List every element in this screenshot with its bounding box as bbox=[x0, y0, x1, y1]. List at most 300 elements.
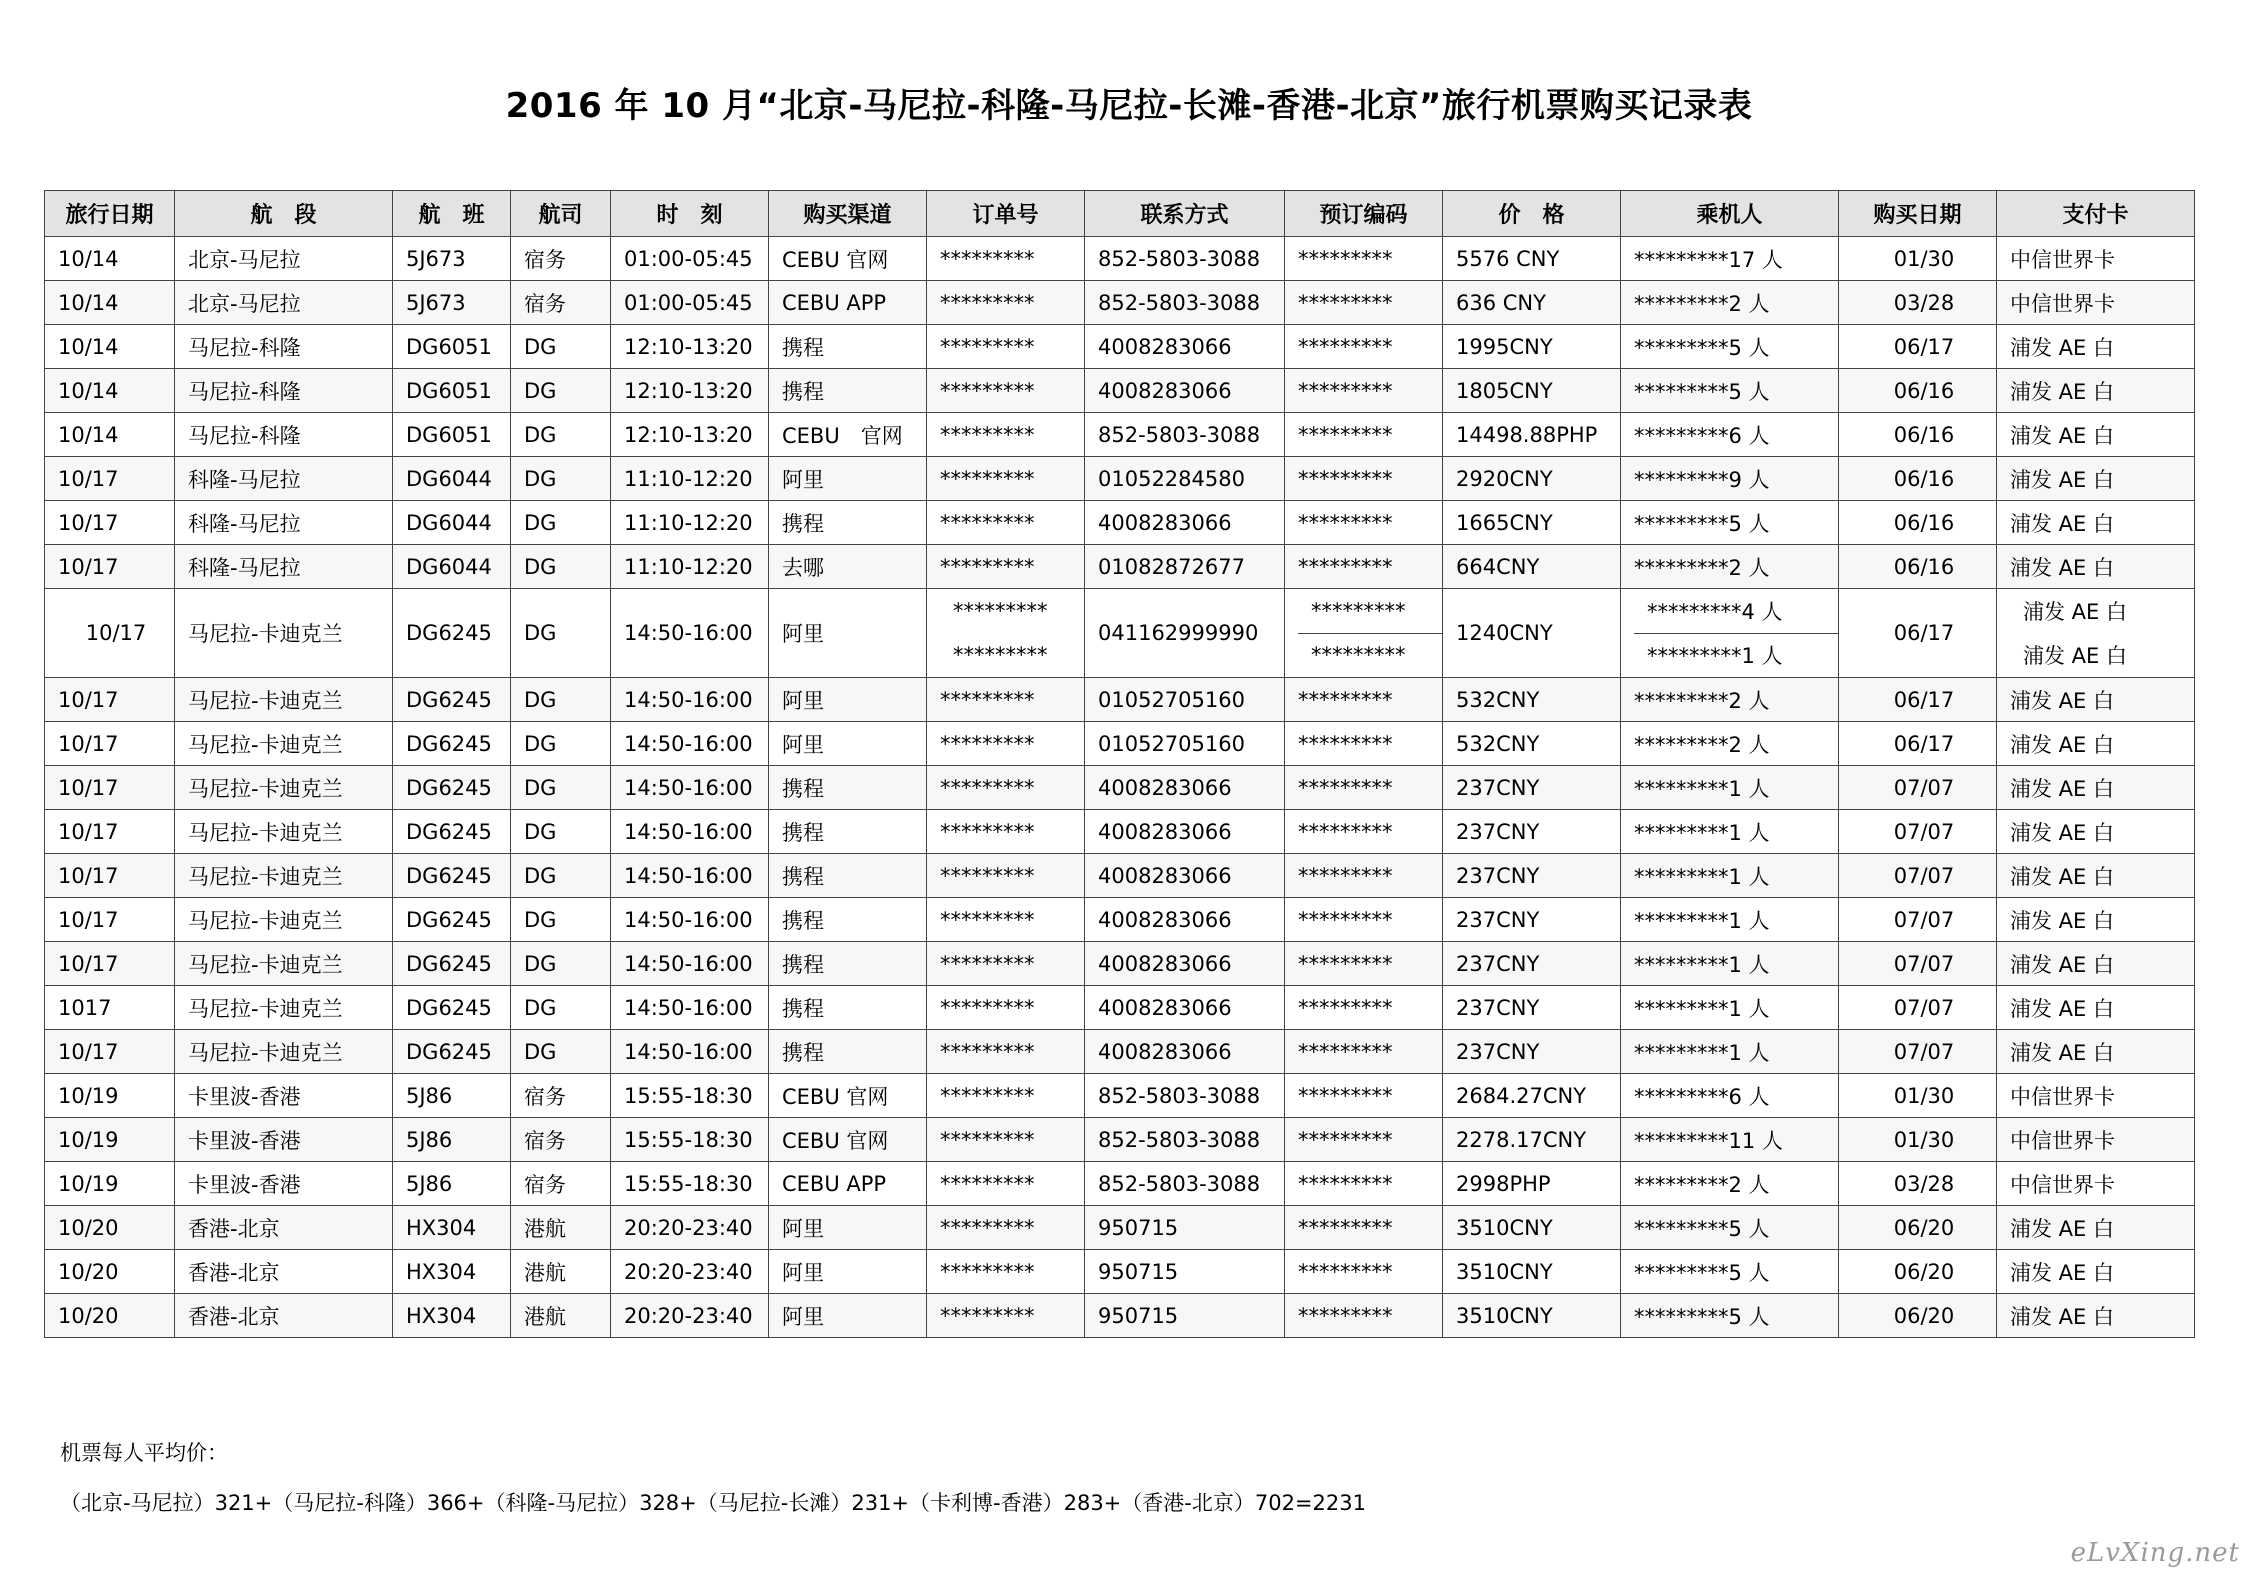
cell-airline: DG bbox=[511, 898, 611, 942]
header-channel: 购买渠道 bbox=[769, 191, 927, 237]
cell-airline: DG bbox=[511, 986, 611, 1030]
cell-time: 14:50-16:00 bbox=[611, 942, 769, 986]
cell-purchase-date: 06/17 bbox=[1839, 678, 1997, 722]
cell-contact: 4008283066 bbox=[1085, 501, 1285, 545]
cell-segment: 马尼拉-卡迪克兰 bbox=[175, 589, 393, 678]
cell-travel-date: 10/17 bbox=[45, 810, 175, 854]
cell-segment: 科隆-马尼拉 bbox=[175, 545, 393, 589]
cell-order-no: ********* bbox=[927, 501, 1085, 545]
cell-travel-date: 10/17 bbox=[45, 942, 175, 986]
cell-channel: CEBU APP bbox=[769, 1162, 927, 1206]
table-row bbox=[45, 854, 2195, 898]
cell-travel-date: 10/14 bbox=[45, 369, 175, 413]
cell-airline: 宿务 bbox=[511, 1118, 611, 1162]
cell-order-no: ********* bbox=[927, 678, 1085, 722]
header-booking-code: 预订编码 bbox=[1285, 191, 1443, 237]
cell-passengers bbox=[1621, 589, 1839, 678]
table-row bbox=[45, 1118, 2195, 1162]
cell-order-no: ********* bbox=[927, 898, 1085, 942]
cell-passengers: *********17 人 bbox=[1621, 237, 1839, 281]
cell-flight: DG6245 bbox=[393, 1030, 511, 1074]
cell-payment-card bbox=[1997, 589, 2195, 678]
cell-order-no: ********* bbox=[927, 413, 1085, 457]
cell-channel: 阿里 bbox=[769, 678, 927, 722]
cell-purchase-date: 01/30 bbox=[1839, 1118, 1997, 1162]
cell-passengers: *********1 人 bbox=[1621, 766, 1839, 810]
cell-airline: DG bbox=[511, 325, 611, 369]
cell-payment-card: 浦发 AE 白 bbox=[1997, 810, 2195, 854]
cell-airline: 港航 bbox=[511, 1294, 611, 1338]
cell-booking-code: ********* bbox=[1285, 810, 1443, 854]
cell-channel: 携程 bbox=[769, 810, 927, 854]
notes-formula: （北京-马尼拉）321+（马尼拉-科隆）366+（科隆-马尼拉）328+（马尼拉-长滩）231+（卡利博-香港）283+（香港-北京）702=2231 bbox=[60, 1491, 1366, 1515]
cell-purchase-date: 06/16 bbox=[1839, 545, 1997, 589]
cell-airline: DG bbox=[511, 942, 611, 986]
cell-travel-date: 10/17 bbox=[45, 898, 175, 942]
table-row bbox=[45, 1162, 2195, 1206]
cell-purchase-date: 06/16 bbox=[1839, 501, 1997, 545]
cell-flight: DG6245 bbox=[393, 986, 511, 1030]
cell-travel-date: 10/20 bbox=[45, 1250, 175, 1294]
cell-contact: 01052284580 bbox=[1085, 457, 1285, 501]
cell-payment-card: 浦发 AE 白 bbox=[1997, 1294, 2195, 1338]
cell-airline: 宿务 bbox=[511, 1162, 611, 1206]
cell-price: 237CNY bbox=[1443, 942, 1621, 986]
cell-segment: 香港-北京 bbox=[175, 1250, 393, 1294]
cell-flight: DG6245 bbox=[393, 810, 511, 854]
cell-payment-card: 浦发 AE 白 bbox=[1997, 942, 2195, 986]
cell-time: 14:50-16:00 bbox=[611, 810, 769, 854]
cell-payment-card: 浦发 AE 白 bbox=[1997, 1250, 2195, 1294]
cell-segment: 马尼拉-卡迪克兰 bbox=[175, 942, 393, 986]
cell-passengers: *********5 人 bbox=[1621, 369, 1839, 413]
cell-passengers: *********5 人 bbox=[1621, 1250, 1839, 1294]
table-row bbox=[45, 766, 2195, 810]
cell-passengers: *********6 人 bbox=[1621, 413, 1839, 457]
cell-channel: CEBU 官网 bbox=[769, 1074, 927, 1118]
cell-purchase-date: 06/17 bbox=[1839, 722, 1997, 766]
cell-order-no: ********* bbox=[927, 1074, 1085, 1118]
cell-purchase-date: 03/28 bbox=[1839, 281, 1997, 325]
cell-flight: 5J86 bbox=[393, 1074, 511, 1118]
cell-time: 20:20-23:40 bbox=[611, 1250, 769, 1294]
cell-segment: 马尼拉-卡迪克兰 bbox=[175, 854, 393, 898]
cell-booking-code: ********* bbox=[1285, 1206, 1443, 1250]
cell-order-no: ********* bbox=[927, 1162, 1085, 1206]
cell-flight: DG6245 bbox=[393, 942, 511, 986]
cell-time: 15:55-18:30 bbox=[611, 1074, 769, 1118]
cell-time: 14:50-16:00 bbox=[611, 986, 769, 1030]
cell-segment: 卡里波-香港 bbox=[175, 1074, 393, 1118]
cell-time: 14:50-16:00 bbox=[611, 854, 769, 898]
cell-travel-date: 10/17 bbox=[45, 501, 175, 545]
cell-channel: 携程 bbox=[769, 986, 927, 1030]
cell-channel: 携程 bbox=[769, 1030, 927, 1074]
cell-segment: 马尼拉-卡迪克兰 bbox=[175, 722, 393, 766]
cell-segment: 马尼拉-卡迪克兰 bbox=[175, 678, 393, 722]
cell-passengers: *********2 人 bbox=[1621, 281, 1839, 325]
cell-purchase-date: 07/07 bbox=[1839, 942, 1997, 986]
cell-airline: 宿务 bbox=[511, 1074, 611, 1118]
cell-contact: 01082872677 bbox=[1085, 545, 1285, 589]
cell-order-no-line: ********* bbox=[953, 599, 1048, 623]
cell-booking-code: ********* bbox=[1285, 854, 1443, 898]
table-row bbox=[45, 810, 2195, 854]
cell-airline: DG bbox=[511, 766, 611, 810]
cell-channel: 阿里 bbox=[769, 589, 927, 678]
cell-payment-card: 浦发 AE 白 bbox=[1997, 766, 2195, 810]
cell-payment-card: 浦发 AE 白 bbox=[1997, 898, 2195, 942]
cell-payment-card: 浦发 AE 白 bbox=[1997, 986, 2195, 1030]
cell-flight: DG6051 bbox=[393, 369, 511, 413]
cell-channel: 携程 bbox=[769, 942, 927, 986]
table-row bbox=[45, 1250, 2195, 1294]
cell-time: 14:50-16:00 bbox=[611, 722, 769, 766]
cell-time: 12:10-13:20 bbox=[611, 369, 769, 413]
header-passengers: 乘机人 bbox=[1621, 191, 1839, 237]
cell-time: 01:00-05:45 bbox=[611, 237, 769, 281]
cell-airline: 港航 bbox=[511, 1206, 611, 1250]
cell-order-no: ********* bbox=[927, 281, 1085, 325]
cell-passengers: *********1 人 bbox=[1621, 898, 1839, 942]
cell-booking-code: ********* bbox=[1285, 413, 1443, 457]
table-row bbox=[45, 1206, 2195, 1250]
cell-segment: 卡里波-香港 bbox=[175, 1118, 393, 1162]
cell-flight: 5J86 bbox=[393, 1118, 511, 1162]
cell-flight: DG6051 bbox=[393, 413, 511, 457]
watermark: eLvXing.net bbox=[2070, 1538, 2240, 1568]
table-row bbox=[45, 986, 2195, 1030]
cell-payment-card: 中信世界卡 bbox=[1997, 1162, 2195, 1206]
cell-travel-date: 10/14 bbox=[45, 325, 175, 369]
cell-purchase-date: 07/07 bbox=[1839, 986, 1997, 1030]
cell-booking-code: ********* bbox=[1285, 1118, 1443, 1162]
cell-booking-code: ********* bbox=[1285, 501, 1443, 545]
cell-time: 11:10-12:20 bbox=[611, 457, 769, 501]
cell-time: 14:50-16:00 bbox=[611, 1030, 769, 1074]
cell-payment-card: 浦发 AE 白 bbox=[1997, 325, 2195, 369]
cell-order-no: ********* bbox=[927, 325, 1085, 369]
cell-travel-date: 10/14 bbox=[45, 413, 175, 457]
cell-payment-card: 浦发 AE 白 bbox=[1997, 722, 2195, 766]
cell-channel: CEBU APP bbox=[769, 281, 927, 325]
cell-travel-date: 10/20 bbox=[45, 1294, 175, 1338]
cell-price: 2998PHP bbox=[1443, 1162, 1621, 1206]
cell-segment: 马尼拉-科隆 bbox=[175, 369, 393, 413]
cell-airline: DG bbox=[511, 413, 611, 457]
table-row-merged bbox=[45, 589, 2195, 678]
cell-segment: 马尼拉-卡迪克兰 bbox=[175, 898, 393, 942]
header-order-no: 订单号 bbox=[927, 191, 1085, 237]
cell-purchase-date: 07/07 bbox=[1839, 898, 1997, 942]
cell-channel: 阿里 bbox=[769, 1294, 927, 1338]
cell-travel-date: 10/19 bbox=[45, 1118, 175, 1162]
cell-passengers: *********11 人 bbox=[1621, 1118, 1839, 1162]
table-row bbox=[45, 678, 2195, 722]
table-row bbox=[45, 722, 2195, 766]
cell-purchase-date: 06/20 bbox=[1839, 1294, 1997, 1338]
cell-travel-date: 10/20 bbox=[45, 1206, 175, 1250]
cell-purchase-date: 03/28 bbox=[1839, 1162, 1997, 1206]
header-segment: 航 段 bbox=[175, 191, 393, 237]
cell-travel-date: 10/17 bbox=[45, 722, 175, 766]
cell-payment-card: 浦发 AE 白 bbox=[1997, 1030, 2195, 1074]
cell-segment: 卡里波-香港 bbox=[175, 1162, 393, 1206]
cell-passengers: *********6 人 bbox=[1621, 1074, 1839, 1118]
cell-booking-code: ********* bbox=[1285, 722, 1443, 766]
cell-airline: 港航 bbox=[511, 1250, 611, 1294]
cell-contact: 950715 bbox=[1085, 1294, 1285, 1338]
table-row bbox=[45, 1030, 2195, 1074]
cell-price: 3510CNY bbox=[1443, 1206, 1621, 1250]
cell-price: 3510CNY bbox=[1443, 1250, 1621, 1294]
cell-contact: 950715 bbox=[1085, 1206, 1285, 1250]
cell-payment-card: 浦发 AE 白 bbox=[1997, 678, 2195, 722]
cell-contact: 041162999990 bbox=[1085, 589, 1285, 678]
cell-payment-card: 浦发 AE 白 bbox=[1997, 854, 2195, 898]
cell-payment-card: 浦发 AE 白 bbox=[1997, 457, 2195, 501]
cell-purchase-date: 06/17 bbox=[1839, 589, 1997, 678]
cell-contact: 852-5803-3088 bbox=[1085, 1074, 1285, 1118]
cell-time: 20:20-23:40 bbox=[611, 1206, 769, 1250]
cell-purchase-date: 06/17 bbox=[1839, 325, 1997, 369]
cell-payment-card: 浦发 AE 白 bbox=[1997, 501, 2195, 545]
cell-order-no: ********* bbox=[927, 237, 1085, 281]
cell-purchase-date: 01/30 bbox=[1839, 1074, 1997, 1118]
cell-booking-code: ********* bbox=[1285, 237, 1443, 281]
cell-order-no: ********* bbox=[927, 942, 1085, 986]
cell-passengers: *********2 人 bbox=[1621, 1162, 1839, 1206]
cell-contact: 4008283066 bbox=[1085, 810, 1285, 854]
cell-price: 3510CNY bbox=[1443, 1294, 1621, 1338]
cell-channel: 携程 bbox=[769, 898, 927, 942]
table-row bbox=[45, 413, 2195, 457]
cell-purchase-date: 06/20 bbox=[1839, 1206, 1997, 1250]
cell-order-no: ********* bbox=[927, 766, 1085, 810]
cell-airline: 宿务 bbox=[511, 237, 611, 281]
cell-passengers: *********1 人 bbox=[1621, 854, 1839, 898]
cell-booking-code: ********* bbox=[1285, 369, 1443, 413]
cell-travel-date: 10/17 bbox=[45, 589, 175, 678]
cell-time: 11:10-12:20 bbox=[611, 501, 769, 545]
cell-order-no: ********* bbox=[927, 1206, 1085, 1250]
cell-flight: HX304 bbox=[393, 1206, 511, 1250]
cell-time: 15:55-18:30 bbox=[611, 1118, 769, 1162]
cell-order-no: ********* bbox=[927, 1294, 1085, 1338]
cell-passengers: *********1 人 bbox=[1621, 986, 1839, 1030]
header-price: 价 格 bbox=[1443, 191, 1621, 237]
cell-passengers: *********5 人 bbox=[1621, 1206, 1839, 1250]
cell-contact: 4008283066 bbox=[1085, 766, 1285, 810]
cell-flight: DG6051 bbox=[393, 325, 511, 369]
cell-airline: DG bbox=[511, 501, 611, 545]
cell-payment-card: 中信世界卡 bbox=[1997, 1118, 2195, 1162]
cell-payment-card-line: 浦发 AE 白 bbox=[2023, 644, 2127, 668]
cell-contact: 4008283066 bbox=[1085, 898, 1285, 942]
cell-airline: 宿务 bbox=[511, 281, 611, 325]
cell-travel-date: 10/17 bbox=[45, 545, 175, 589]
cell-segment: 马尼拉-科隆 bbox=[175, 413, 393, 457]
cell-order-no: ********* bbox=[927, 1030, 1085, 1074]
cell-airline: DG bbox=[511, 722, 611, 766]
cell-channel: 携程 bbox=[769, 501, 927, 545]
cell-contact: 01052705160 bbox=[1085, 722, 1285, 766]
cell-order-no: ********* bbox=[927, 810, 1085, 854]
cell-travel-date: 10/19 bbox=[45, 1074, 175, 1118]
cell-segment: 科隆-马尼拉 bbox=[175, 457, 393, 501]
cell-price: 237CNY bbox=[1443, 854, 1621, 898]
cell-airline: DG bbox=[511, 1030, 611, 1074]
cell-booking-code: ********* bbox=[1285, 942, 1443, 986]
cell-price: 5576 CNY bbox=[1443, 237, 1621, 281]
cell-flight: DG6245 bbox=[393, 854, 511, 898]
cell-price: 1665CNY bbox=[1443, 501, 1621, 545]
cell-order-no-line: ********* bbox=[953, 643, 1048, 667]
cell-channel: CEBU 官网 bbox=[769, 237, 927, 281]
cell-time: 11:10-12:20 bbox=[611, 545, 769, 589]
cell-flight: DG6245 bbox=[393, 898, 511, 942]
header-time: 时 刻 bbox=[611, 191, 769, 237]
cell-contact: 4008283066 bbox=[1085, 942, 1285, 986]
notes bbox=[60, 1428, 1366, 1528]
cell-price: 664CNY bbox=[1443, 545, 1621, 589]
cell-contact: 852-5803-3088 bbox=[1085, 1118, 1285, 1162]
cell-price: 1805CNY bbox=[1443, 369, 1621, 413]
cell-travel-date: 10/17 bbox=[45, 854, 175, 898]
cell-segment: 香港-北京 bbox=[175, 1206, 393, 1250]
cell-segment: 马尼拉-卡迪克兰 bbox=[175, 766, 393, 810]
header-airline: 航司 bbox=[511, 191, 611, 237]
cell-channel: 去哪 bbox=[769, 545, 927, 589]
table-row bbox=[45, 898, 2195, 942]
cell-time: 14:50-16:00 bbox=[611, 898, 769, 942]
cell-booking-code: ********* bbox=[1285, 545, 1443, 589]
cell-travel-date: 10/14 bbox=[45, 281, 175, 325]
cell-time: 01:00-05:45 bbox=[611, 281, 769, 325]
cell-price: 14498.88PHP bbox=[1443, 413, 1621, 457]
cell-order-no: ********* bbox=[927, 545, 1085, 589]
cell-order-no: ********* bbox=[927, 854, 1085, 898]
cell-channel: 阿里 bbox=[769, 1250, 927, 1294]
cell-segment: 马尼拉-卡迪克兰 bbox=[175, 810, 393, 854]
cell-passengers: *********5 人 bbox=[1621, 325, 1839, 369]
cell-passengers: *********1 人 bbox=[1621, 1030, 1839, 1074]
cell-airline: DG bbox=[511, 545, 611, 589]
cell-price: 532CNY bbox=[1443, 722, 1621, 766]
cell-booking-code: ********* bbox=[1285, 281, 1443, 325]
table-row bbox=[45, 545, 2195, 589]
cell-booking-code: ********* bbox=[1285, 325, 1443, 369]
cell-time: 14:50-16:00 bbox=[611, 766, 769, 810]
cell-travel-date: 10/17 bbox=[45, 1030, 175, 1074]
table-row bbox=[45, 942, 2195, 986]
header-travel-date: 旅行日期 bbox=[45, 191, 175, 237]
cell-channel: 携程 bbox=[769, 766, 927, 810]
cell-purchase-date: 06/16 bbox=[1839, 457, 1997, 501]
table-row bbox=[45, 281, 2195, 325]
cell-travel-date: 1017 bbox=[45, 986, 175, 1030]
cell-time: 12:10-13:20 bbox=[611, 325, 769, 369]
cell-segment: 北京-马尼拉 bbox=[175, 281, 393, 325]
cell-order-no: ********* bbox=[927, 722, 1085, 766]
cell-airline: DG bbox=[511, 457, 611, 501]
cell-payment-card: 中信世界卡 bbox=[1997, 237, 2195, 281]
cell-channel: CEBU 官网 bbox=[769, 413, 927, 457]
table-header-row bbox=[45, 191, 2195, 237]
cell-booking-code-line: ********* bbox=[1311, 598, 1406, 623]
ticket-table bbox=[44, 190, 2195, 1338]
cell-payment-card: 浦发 AE 白 bbox=[1997, 369, 2195, 413]
cell-booking-code-line: ********* bbox=[1298, 633, 1442, 678]
cell-order-no: ********* bbox=[927, 986, 1085, 1030]
cell-price: 532CNY bbox=[1443, 678, 1621, 722]
cell-payment-card: 浦发 AE 白 bbox=[1997, 413, 2195, 457]
cell-price: 2684.27CNY bbox=[1443, 1074, 1621, 1118]
cell-price: 237CNY bbox=[1443, 1030, 1621, 1074]
cell-channel: 携程 bbox=[769, 369, 927, 413]
notes-label: 机票每人平均价： bbox=[60, 1441, 228, 1465]
cell-segment: 马尼拉-卡迪克兰 bbox=[175, 986, 393, 1030]
cell-booking-code: ********* bbox=[1285, 1074, 1443, 1118]
cell-flight: DG6245 bbox=[393, 589, 511, 678]
cell-purchase-date: 07/07 bbox=[1839, 810, 1997, 854]
cell-channel: 阿里 bbox=[769, 457, 927, 501]
cell-price: 237CNY bbox=[1443, 898, 1621, 942]
cell-payment-card: 中信世界卡 bbox=[1997, 1074, 2195, 1118]
cell-purchase-date: 06/20 bbox=[1839, 1250, 1997, 1294]
cell-contact: 4008283066 bbox=[1085, 986, 1285, 1030]
cell-travel-date: 10/17 bbox=[45, 766, 175, 810]
cell-payment-card-line: 浦发 AE 白 bbox=[2023, 600, 2127, 624]
cell-booking-code bbox=[1285, 589, 1443, 678]
cell-channel: 携程 bbox=[769, 854, 927, 898]
cell-booking-code: ********* bbox=[1285, 1250, 1443, 1294]
table-row bbox=[45, 369, 2195, 413]
cell-purchase-date: 07/07 bbox=[1839, 854, 1997, 898]
cell-contact: 4008283066 bbox=[1085, 325, 1285, 369]
document-title: 2016 年 10 月“北京-马尼拉-科隆-马尼拉-长滩-香港-北京”旅行机票购买记录表 bbox=[505, 86, 1753, 126]
cell-passengers: *********2 人 bbox=[1621, 722, 1839, 766]
cell-payment-card: 中信世界卡 bbox=[1997, 281, 2195, 325]
cell-order-no: ********* bbox=[927, 1118, 1085, 1162]
table-row bbox=[45, 237, 2195, 281]
table-row bbox=[45, 1294, 2195, 1338]
cell-contact: 852-5803-3088 bbox=[1085, 413, 1285, 457]
cell-passengers: *********2 人 bbox=[1621, 545, 1839, 589]
cell-price: 2920CNY bbox=[1443, 457, 1621, 501]
cell-channel: 阿里 bbox=[769, 1206, 927, 1250]
cell-order-no: ********* bbox=[927, 457, 1085, 501]
cell-passengers: *********2 人 bbox=[1621, 678, 1839, 722]
cell-channel: CEBU 官网 bbox=[769, 1118, 927, 1162]
header-flight: 航 班 bbox=[393, 191, 511, 237]
cell-price: 237CNY bbox=[1443, 810, 1621, 854]
cell-passengers-line: *********4 人 bbox=[1647, 599, 1783, 624]
header-contact: 联系方式 bbox=[1085, 191, 1285, 237]
cell-flight: DG6245 bbox=[393, 766, 511, 810]
cell-booking-code: ********* bbox=[1285, 766, 1443, 810]
cell-passengers: *********9 人 bbox=[1621, 457, 1839, 501]
cell-contact: 852-5803-3088 bbox=[1085, 281, 1285, 325]
table-row bbox=[45, 325, 2195, 369]
cell-segment: 北京-马尼拉 bbox=[175, 237, 393, 281]
cell-contact: 950715 bbox=[1085, 1250, 1285, 1294]
cell-flight: DG6044 bbox=[393, 545, 511, 589]
cell-flight: HX304 bbox=[393, 1250, 511, 1294]
cell-flight: HX304 bbox=[393, 1294, 511, 1338]
cell-airline: DG bbox=[511, 369, 611, 413]
cell-booking-code: ********* bbox=[1285, 898, 1443, 942]
